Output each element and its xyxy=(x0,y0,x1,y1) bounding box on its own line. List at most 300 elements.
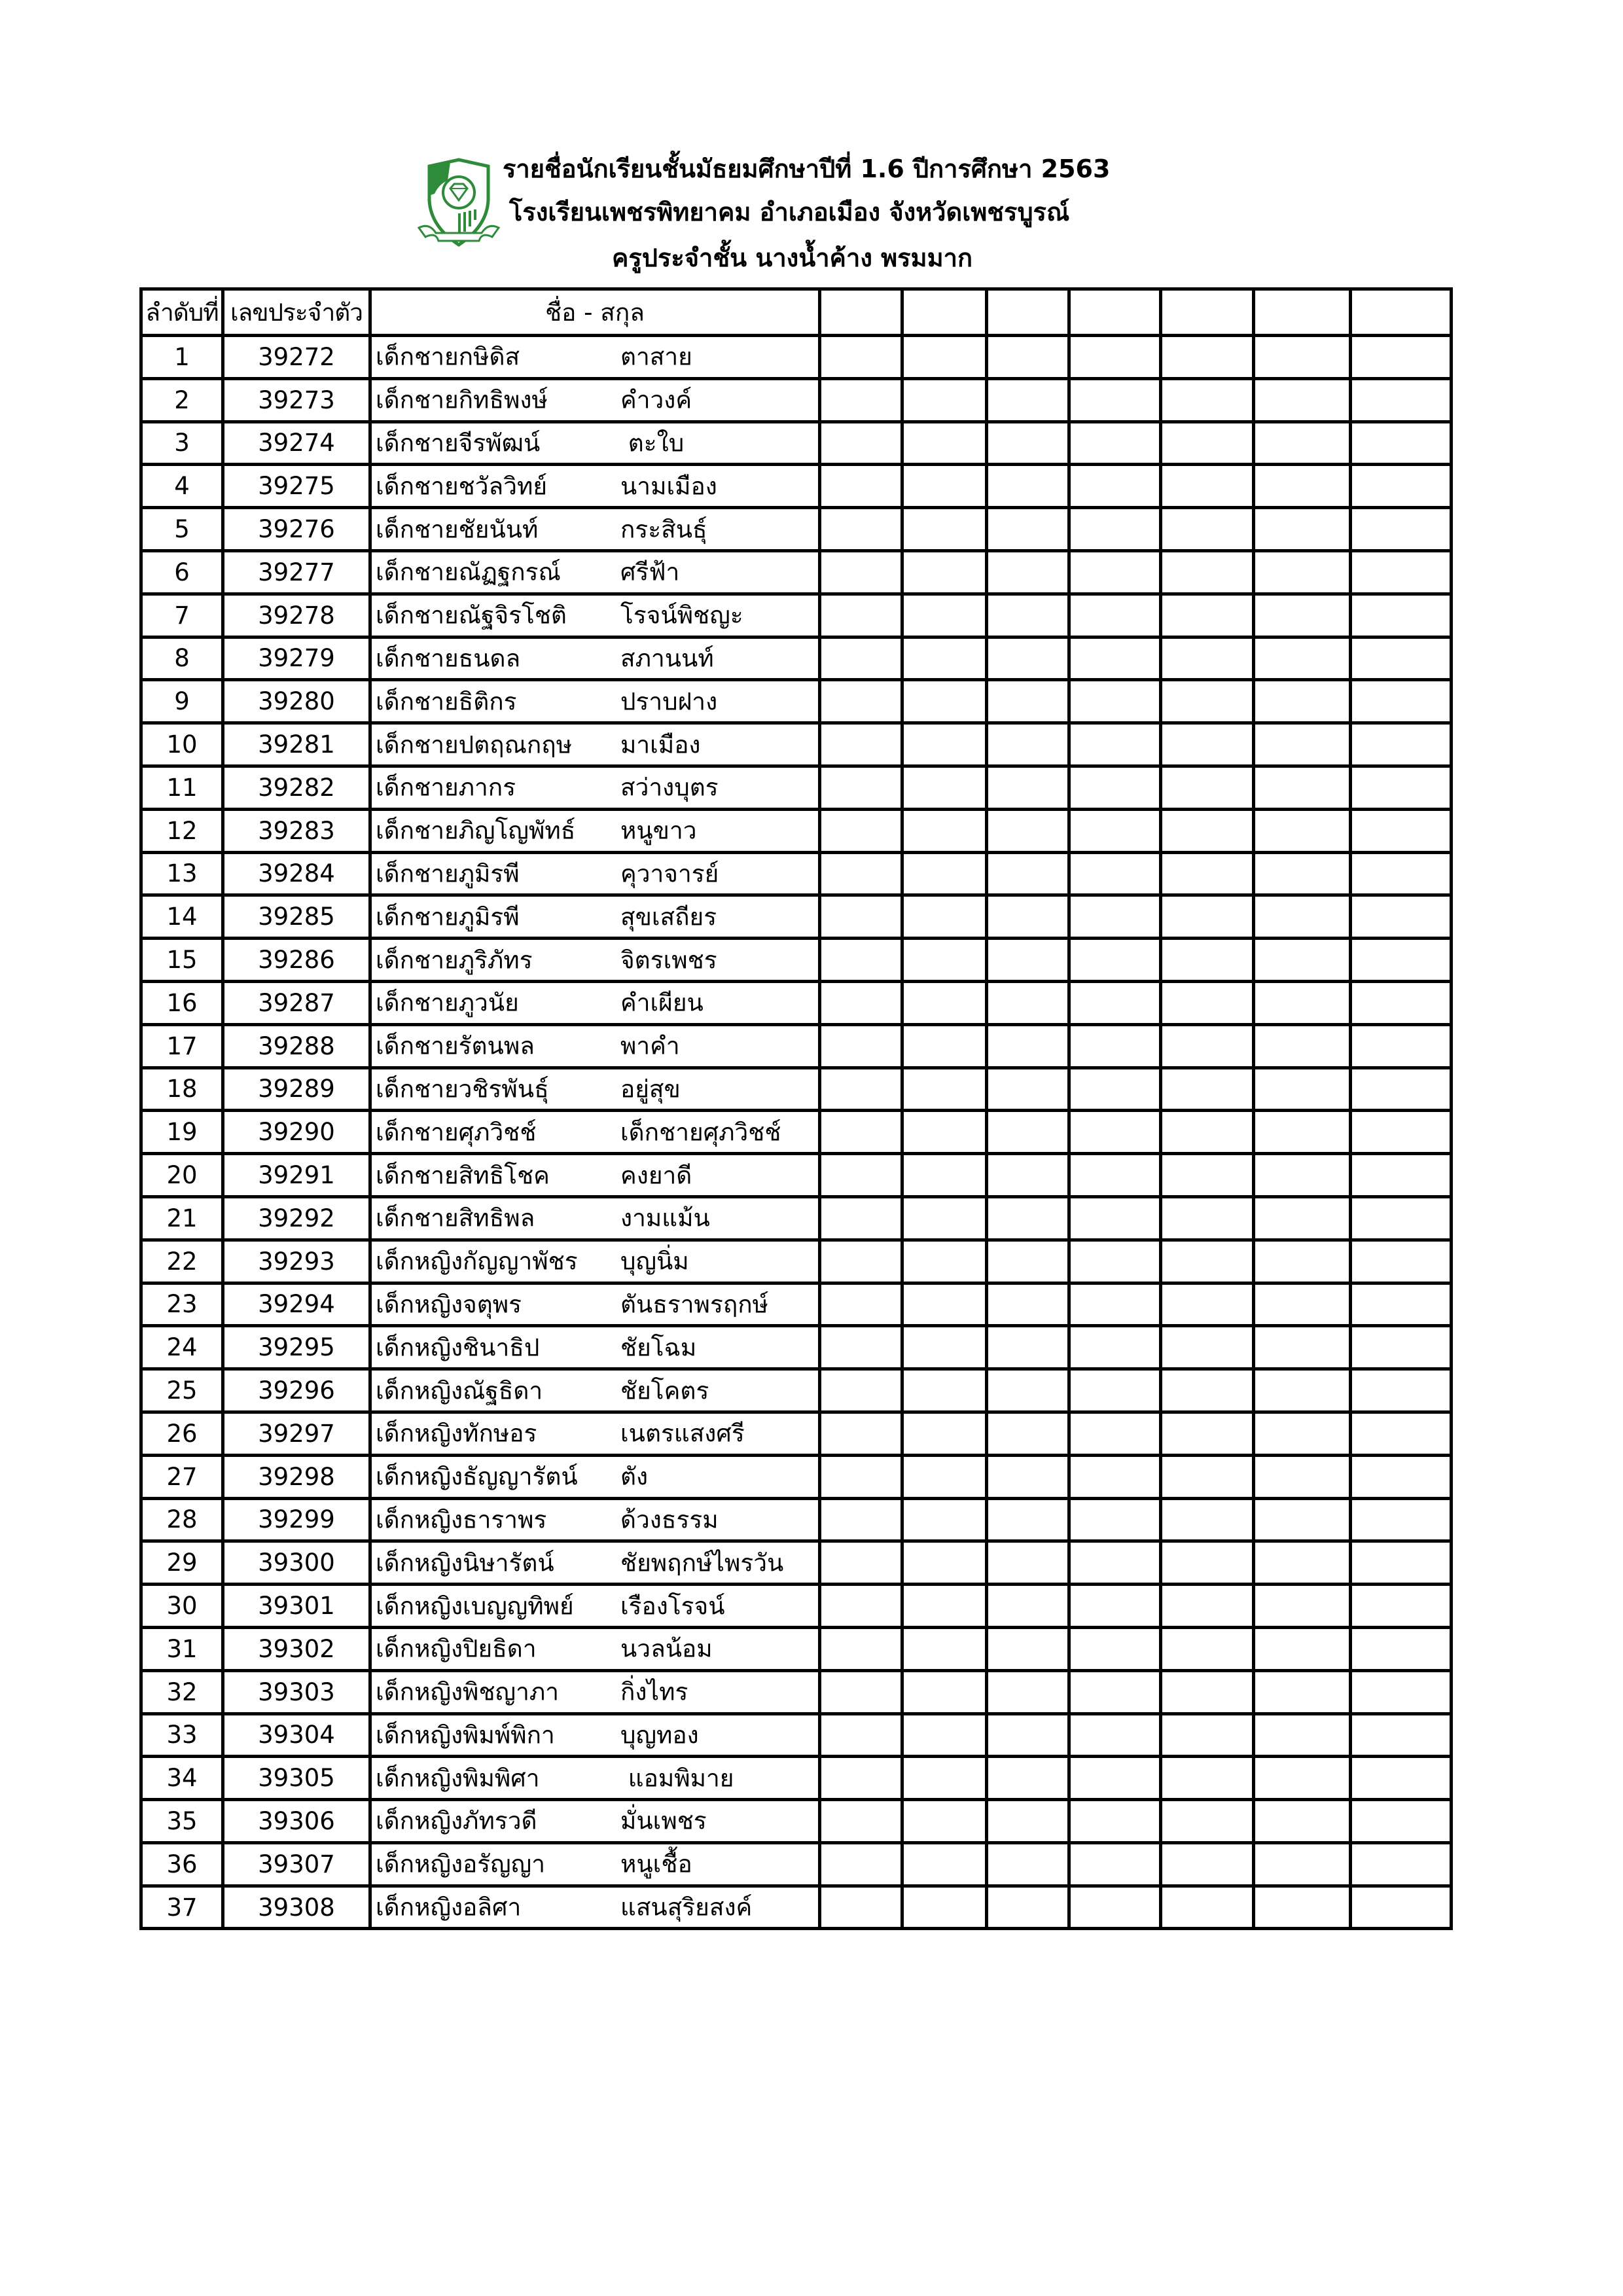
blank-cell[interactable] xyxy=(987,1842,1069,1886)
blank-cell[interactable] xyxy=(820,680,902,723)
blank-cell[interactable] xyxy=(987,422,1069,465)
blank-cell[interactable] xyxy=(1161,1196,1254,1240)
blank-cell[interactable] xyxy=(1254,1369,1351,1412)
blank-cell[interactable] xyxy=(1161,852,1254,895)
blank-cell[interactable] xyxy=(820,766,902,809)
blank-cell[interactable] xyxy=(902,1541,987,1585)
blank-cell[interactable] xyxy=(1069,1886,1161,1929)
blank-cell[interactable] xyxy=(1161,336,1254,379)
blank-cell[interactable] xyxy=(902,1024,987,1067)
blank-cell[interactable] xyxy=(902,1326,987,1369)
blank-cell[interactable] xyxy=(820,550,902,594)
blank-cell[interactable] xyxy=(1351,1024,1452,1067)
blank-cell[interactable] xyxy=(1351,1585,1452,1628)
student-first-name: เด็กชายสิทธิพล xyxy=(376,1204,535,1232)
student-id: 39277 xyxy=(223,550,370,594)
blank-cell[interactable] xyxy=(902,1627,987,1670)
blank-cell[interactable] xyxy=(820,1541,902,1585)
blank-cell[interactable] xyxy=(987,1154,1069,1197)
blank-cell[interactable] xyxy=(820,1455,902,1498)
blank-cell[interactable] xyxy=(987,1326,1069,1369)
blank-cell[interactable] xyxy=(902,594,987,637)
blank-cell[interactable] xyxy=(987,594,1069,637)
student-id: 39307 xyxy=(223,1842,370,1886)
blank-cell[interactable] xyxy=(1161,1541,1254,1585)
blank-cell[interactable] xyxy=(1351,1757,1452,1800)
row-number: 6 xyxy=(141,550,223,594)
blank-cell[interactable] xyxy=(1161,1412,1254,1455)
student-first-name: เด็กชายณัฐจิรโชติ xyxy=(376,601,567,630)
student-name-cell xyxy=(370,1326,820,1369)
student-name-cell xyxy=(370,852,820,895)
blank-cell[interactable] xyxy=(902,637,987,680)
blank-cell[interactable] xyxy=(1254,723,1351,766)
blank-cell[interactable] xyxy=(1161,766,1254,809)
blank-cell[interactable] xyxy=(1254,1585,1351,1628)
page-title: รายชื่อนักเรียนชั้นมัธยมศึกษาปีที่ 1.6 ปีการศึกษา 2563 xyxy=(503,154,1111,183)
student-last-name: เนตรแสงศรี xyxy=(620,1419,745,1448)
blank-cell[interactable] xyxy=(1254,422,1351,465)
blank-cell[interactable] xyxy=(1069,1326,1161,1369)
blank-cell[interactable] xyxy=(1069,1412,1161,1455)
blank-cell[interactable] xyxy=(1161,1886,1254,1929)
blank-cell[interactable] xyxy=(902,723,987,766)
blank-cell[interactable] xyxy=(1351,981,1452,1024)
blank-cell[interactable] xyxy=(987,1455,1069,1498)
blank-cell[interactable] xyxy=(987,809,1069,852)
blank-cell[interactable] xyxy=(820,1240,902,1283)
blank-cell[interactable] xyxy=(820,895,902,939)
blank-cell[interactable] xyxy=(987,1670,1069,1713)
blank-cell[interactable] xyxy=(902,422,987,465)
blank-cell[interactable] xyxy=(987,939,1069,982)
blank-cell[interactable] xyxy=(1351,550,1452,594)
blank-cell[interactable] xyxy=(1069,1283,1161,1326)
blank-cell[interactable] xyxy=(1161,1283,1254,1326)
table-row xyxy=(141,1196,1452,1240)
blank-cell[interactable] xyxy=(1069,1067,1161,1111)
blank-cell[interactable] xyxy=(987,1412,1069,1455)
blank-cell[interactable] xyxy=(987,1800,1069,1843)
student-id: 39279 xyxy=(223,637,370,680)
blank-cell[interactable] xyxy=(902,465,987,508)
blank-cell[interactable] xyxy=(1254,1627,1351,1670)
blank-cell[interactable] xyxy=(987,1541,1069,1585)
blank-cell[interactable] xyxy=(902,1154,987,1197)
blank-cell[interactable] xyxy=(987,378,1069,422)
blank-cell[interactable] xyxy=(1351,1067,1452,1111)
blank-cell[interactable] xyxy=(902,1498,987,1541)
blank-cell[interactable] xyxy=(1351,1541,1452,1585)
row-number: 3 xyxy=(141,422,223,465)
blank-cell[interactable] xyxy=(987,1196,1069,1240)
blank-cell[interactable] xyxy=(1069,1713,1161,1757)
blank-cell[interactable] xyxy=(1069,550,1161,594)
blank-cell[interactable] xyxy=(902,1800,987,1843)
blank-cell[interactable] xyxy=(820,594,902,637)
row-number: 31 xyxy=(141,1627,223,1670)
blank-cell[interactable] xyxy=(820,1111,902,1154)
blank-cell[interactable] xyxy=(820,1627,902,1670)
blank-cell[interactable] xyxy=(1351,422,1452,465)
blank-cell[interactable] xyxy=(1069,1196,1161,1240)
blank-cell[interactable] xyxy=(820,1067,902,1111)
blank-cell[interactable] xyxy=(1351,1369,1452,1412)
blank-cell[interactable] xyxy=(987,550,1069,594)
blank-cell[interactable] xyxy=(1161,1627,1254,1670)
blank-cell[interactable] xyxy=(820,723,902,766)
blank-cell[interactable] xyxy=(1161,1800,1254,1843)
blank-cell[interactable] xyxy=(1351,852,1452,895)
blank-cell[interactable] xyxy=(1069,637,1161,680)
blank-cell[interactable] xyxy=(1069,1842,1161,1886)
blank-cell[interactable] xyxy=(1254,637,1351,680)
blank-cell[interactable] xyxy=(820,1024,902,1067)
blank-cell[interactable] xyxy=(902,1196,987,1240)
blank-cell[interactable] xyxy=(1069,1627,1161,1670)
blank-cell[interactable] xyxy=(1351,1498,1452,1541)
blank-cell[interactable] xyxy=(987,766,1069,809)
blank-cell[interactable] xyxy=(1254,1024,1351,1067)
blank-cell[interactable] xyxy=(1351,1842,1452,1886)
student-id: 39288 xyxy=(223,1024,370,1067)
blank-cell[interactable] xyxy=(1351,465,1452,508)
row-number: 37 xyxy=(141,1886,223,1929)
blank-cell[interactable] xyxy=(987,465,1069,508)
blank-cell[interactable] xyxy=(820,939,902,982)
blank-cell[interactable] xyxy=(1069,465,1161,508)
table-header-row xyxy=(141,289,1452,336)
blank-cell[interactable] xyxy=(902,895,987,939)
blank-cell[interactable] xyxy=(1351,508,1452,551)
blank-cell[interactable] xyxy=(987,1067,1069,1111)
blank-cell[interactable] xyxy=(987,1024,1069,1067)
blank-cell[interactable] xyxy=(987,1886,1069,1929)
blank-cell[interactable] xyxy=(902,1455,987,1498)
blank-cell[interactable] xyxy=(1351,1627,1452,1670)
blank-cell[interactable] xyxy=(1069,1111,1161,1154)
blank-cell[interactable] xyxy=(1069,766,1161,809)
student-name-cell xyxy=(370,1757,820,1800)
blank-cell[interactable] xyxy=(987,1283,1069,1326)
blank-cell[interactable] xyxy=(1069,1585,1161,1628)
blank-cell[interactable] xyxy=(902,1067,987,1111)
student-first-name: เด็กหญิงชินาธิป xyxy=(376,1333,540,1362)
table-row xyxy=(141,1842,1452,1886)
blank-cell[interactable] xyxy=(1254,1240,1351,1283)
table-row xyxy=(141,1627,1452,1670)
blank-cell[interactable] xyxy=(902,378,987,422)
student-first-name: เด็กชายภูมิรพี xyxy=(376,859,520,888)
blank-cell[interactable] xyxy=(1069,1240,1161,1283)
blank-cell[interactable] xyxy=(1161,981,1254,1024)
blank-cell[interactable] xyxy=(1161,1024,1254,1067)
student-name-cell xyxy=(370,939,820,982)
blank-cell[interactable] xyxy=(1161,594,1254,637)
blank-cell[interactable] xyxy=(820,1283,902,1326)
blank-cell[interactable] xyxy=(1351,809,1452,852)
blank-cell[interactable] xyxy=(1069,1498,1161,1541)
blank-cell[interactable] xyxy=(1254,1670,1351,1713)
blank-cell[interactable] xyxy=(820,1713,902,1757)
blank-cell[interactable] xyxy=(1161,508,1254,551)
blank-cell[interactable] xyxy=(1254,1541,1351,1585)
student-last-name: ตะใบ xyxy=(620,429,685,457)
blank-cell[interactable] xyxy=(1351,1455,1452,1498)
blank-cell[interactable] xyxy=(987,1627,1069,1670)
blank-cell[interactable] xyxy=(1254,1111,1351,1154)
blank-cell[interactable] xyxy=(902,1886,987,1929)
blank-cell[interactable] xyxy=(1254,895,1351,939)
blank-cell[interactable] xyxy=(1351,594,1452,637)
blank-cell[interactable] xyxy=(1254,1498,1351,1541)
blank-cell[interactable] xyxy=(987,1585,1069,1628)
blank-cell[interactable] xyxy=(1254,1154,1351,1197)
blank-cell[interactable] xyxy=(902,1757,987,1800)
blank-cell[interactable] xyxy=(1069,981,1161,1024)
blank-cell[interactable] xyxy=(1161,1326,1254,1369)
blank-cell[interactable] xyxy=(1161,809,1254,852)
blank-cell[interactable] xyxy=(820,508,902,551)
blank-cell[interactable] xyxy=(902,766,987,809)
blank-cell[interactable] xyxy=(1254,939,1351,982)
blank-cell[interactable] xyxy=(1254,1886,1351,1929)
blank-cell[interactable] xyxy=(1254,594,1351,637)
blank-cell[interactable] xyxy=(987,1369,1069,1412)
blank-cell[interactable] xyxy=(987,1757,1069,1800)
blank-cell[interactable] xyxy=(1351,1886,1452,1929)
blank-cell[interactable] xyxy=(1069,939,1161,982)
blank-cell[interactable] xyxy=(987,852,1069,895)
blank-cell[interactable] xyxy=(1351,680,1452,723)
blank-cell[interactable] xyxy=(1254,1757,1351,1800)
row-number: 20 xyxy=(141,1154,223,1197)
blank-cell[interactable] xyxy=(1161,1240,1254,1283)
blank-cell[interactable] xyxy=(820,1498,902,1541)
blank-cell[interactable] xyxy=(1254,1713,1351,1757)
blank-cell[interactable] xyxy=(1254,1283,1351,1326)
student-id: 39284 xyxy=(223,852,370,895)
blank-cell[interactable] xyxy=(902,1713,987,1757)
student-last-name: พาคำ xyxy=(620,1031,680,1060)
blank-cell[interactable] xyxy=(820,465,902,508)
blank-cell[interactable] xyxy=(1069,1455,1161,1498)
blank-cell[interactable] xyxy=(1069,895,1161,939)
student-name-cell xyxy=(370,422,820,465)
blank-cell[interactable] xyxy=(1254,1412,1351,1455)
blank-cell[interactable] xyxy=(1161,1111,1254,1154)
blank-cell[interactable] xyxy=(902,809,987,852)
student-first-name: เด็กชายธิติกร xyxy=(376,687,517,716)
blank-cell[interactable] xyxy=(1254,550,1351,594)
blank-cell[interactable] xyxy=(902,1240,987,1283)
blank-cell[interactable] xyxy=(987,1713,1069,1757)
row-number: 26 xyxy=(141,1412,223,1455)
blank-cell[interactable] xyxy=(902,1842,987,1886)
blank-cell[interactable] xyxy=(1254,1326,1351,1369)
blank-cell[interactable] xyxy=(1254,508,1351,551)
column-header-student-id: เลขประจำตัว xyxy=(223,289,370,336)
blank-cell[interactable] xyxy=(1161,637,1254,680)
blank-cell[interactable] xyxy=(1069,1670,1161,1713)
blank-cell[interactable] xyxy=(1254,336,1351,379)
blank-cell[interactable] xyxy=(902,1369,987,1412)
blank-cell[interactable] xyxy=(987,1498,1069,1541)
blank-cell[interactable] xyxy=(902,981,987,1024)
table-row xyxy=(141,336,1452,379)
blank-cell[interactable] xyxy=(1254,680,1351,723)
blank-cell[interactable] xyxy=(820,1800,902,1843)
blank-cell[interactable] xyxy=(1161,1670,1254,1713)
row-number: 4 xyxy=(141,465,223,508)
blank-cell[interactable] xyxy=(1069,508,1161,551)
blank-cell[interactable] xyxy=(987,1240,1069,1283)
blank-cell[interactable] xyxy=(1161,680,1254,723)
table-row xyxy=(141,637,1452,680)
blank-cell[interactable] xyxy=(902,1111,987,1154)
column-header-blank xyxy=(1351,289,1452,336)
blank-cell[interactable] xyxy=(1069,1757,1161,1800)
blank-cell[interactable] xyxy=(1161,465,1254,508)
student-first-name: เด็กหญิงอลิศา xyxy=(376,1893,522,1922)
blank-cell[interactable] xyxy=(1161,939,1254,982)
blank-cell[interactable] xyxy=(902,852,987,895)
blank-cell[interactable] xyxy=(1161,1455,1254,1498)
blank-cell[interactable] xyxy=(1254,766,1351,809)
blank-cell[interactable] xyxy=(1069,680,1161,723)
blank-cell[interactable] xyxy=(902,1412,987,1455)
blank-cell[interactable] xyxy=(902,939,987,982)
blank-cell[interactable] xyxy=(1254,1196,1351,1240)
blank-cell[interactable] xyxy=(1069,1800,1161,1843)
blank-cell[interactable] xyxy=(1351,1326,1452,1369)
blank-cell[interactable] xyxy=(987,508,1069,551)
blank-cell[interactable] xyxy=(1069,336,1161,379)
blank-cell[interactable] xyxy=(1161,1842,1254,1886)
blank-cell[interactable] xyxy=(1351,939,1452,982)
blank-cell[interactable] xyxy=(1254,1455,1351,1498)
blank-cell[interactable] xyxy=(1351,378,1452,422)
blank-cell[interactable] xyxy=(1161,1757,1254,1800)
blank-cell[interactable] xyxy=(1254,981,1351,1024)
blank-cell[interactable] xyxy=(1069,1154,1161,1197)
blank-cell[interactable] xyxy=(1254,1067,1351,1111)
blank-cell[interactable] xyxy=(1351,1111,1452,1154)
student-first-name: เด็กหญิงณัฐธิดา xyxy=(376,1376,543,1405)
blank-cell[interactable] xyxy=(1069,809,1161,852)
blank-cell[interactable] xyxy=(902,1585,987,1628)
blank-cell[interactable] xyxy=(1161,1713,1254,1757)
blank-cell[interactable] xyxy=(1161,1067,1254,1111)
blank-cell[interactable] xyxy=(1254,809,1351,852)
blank-cell[interactable] xyxy=(820,1154,902,1197)
blank-cell[interactable] xyxy=(1069,1541,1161,1585)
blank-cell[interactable] xyxy=(1351,1800,1452,1843)
blank-cell[interactable] xyxy=(820,637,902,680)
blank-cell[interactable] xyxy=(820,1585,902,1628)
blank-cell[interactable] xyxy=(1351,1713,1452,1757)
blank-cell[interactable] xyxy=(1254,852,1351,895)
blank-cell[interactable] xyxy=(820,422,902,465)
blank-cell[interactable] xyxy=(1351,1283,1452,1326)
blank-cell[interactable] xyxy=(987,895,1069,939)
blank-cell[interactable] xyxy=(1069,1369,1161,1412)
blank-cell[interactable] xyxy=(1351,1670,1452,1713)
blank-cell[interactable] xyxy=(820,1326,902,1369)
blank-cell[interactable] xyxy=(820,852,902,895)
blank-cell[interactable] xyxy=(1161,723,1254,766)
blank-cell[interactable] xyxy=(1351,723,1452,766)
blank-cell[interactable] xyxy=(1161,550,1254,594)
blank-cell[interactable] xyxy=(1069,723,1161,766)
blank-cell[interactable] xyxy=(987,680,1069,723)
blank-cell[interactable] xyxy=(987,981,1069,1024)
blank-cell[interactable] xyxy=(1161,1585,1254,1628)
blank-cell[interactable] xyxy=(820,1670,902,1713)
blank-cell[interactable] xyxy=(1161,1369,1254,1412)
blank-cell[interactable] xyxy=(820,1757,902,1800)
student-name-cell xyxy=(370,508,820,551)
blank-cell[interactable] xyxy=(1069,852,1161,895)
roster-body xyxy=(141,336,1452,1929)
blank-cell[interactable] xyxy=(820,1412,902,1455)
table-row xyxy=(141,508,1452,551)
blank-cell[interactable] xyxy=(820,378,902,422)
blank-cell[interactable] xyxy=(1351,1196,1452,1240)
blank-cell[interactable] xyxy=(987,637,1069,680)
blank-cell[interactable] xyxy=(1254,378,1351,422)
blank-cell[interactable] xyxy=(1161,1154,1254,1197)
blank-cell[interactable] xyxy=(1351,895,1452,939)
blank-cell[interactable] xyxy=(820,336,902,379)
blank-cell[interactable] xyxy=(820,809,902,852)
student-first-name: เด็กหญิงนิษารัตน์ xyxy=(376,1549,554,1577)
blank-cell[interactable] xyxy=(1069,594,1161,637)
blank-cell[interactable] xyxy=(902,680,987,723)
document-header xyxy=(0,0,1623,287)
blank-cell[interactable] xyxy=(1069,1024,1161,1067)
blank-cell[interactable] xyxy=(1254,465,1351,508)
blank-cell[interactable] xyxy=(1351,637,1452,680)
blank-cell[interactable] xyxy=(1254,1842,1351,1886)
blank-cell[interactable] xyxy=(1351,336,1452,379)
blank-cell[interactable] xyxy=(820,1196,902,1240)
blank-cell[interactable] xyxy=(1161,895,1254,939)
blank-cell[interactable] xyxy=(820,1369,902,1412)
blank-cell[interactable] xyxy=(987,336,1069,379)
blank-cell[interactable] xyxy=(902,550,987,594)
blank-cell[interactable] xyxy=(902,1283,987,1326)
blank-cell[interactable] xyxy=(1161,1498,1254,1541)
blank-cell[interactable] xyxy=(1351,766,1452,809)
blank-cell[interactable] xyxy=(1161,422,1254,465)
blank-cell[interactable] xyxy=(1254,1800,1351,1843)
blank-cell[interactable] xyxy=(1351,1154,1452,1197)
blank-cell[interactable] xyxy=(820,1842,902,1886)
blank-cell[interactable] xyxy=(902,1670,987,1713)
blank-cell[interactable] xyxy=(987,1111,1069,1154)
blank-cell[interactable] xyxy=(820,1886,902,1929)
blank-cell[interactable] xyxy=(902,508,987,551)
blank-cell[interactable] xyxy=(1069,422,1161,465)
blank-cell[interactable] xyxy=(902,336,987,379)
blank-cell[interactable] xyxy=(987,723,1069,766)
blank-cell[interactable] xyxy=(1351,1240,1452,1283)
blank-cell[interactable] xyxy=(1351,1412,1452,1455)
blank-cell[interactable] xyxy=(1161,378,1254,422)
blank-cell[interactable] xyxy=(1069,378,1161,422)
blank-cell[interactable] xyxy=(820,981,902,1024)
